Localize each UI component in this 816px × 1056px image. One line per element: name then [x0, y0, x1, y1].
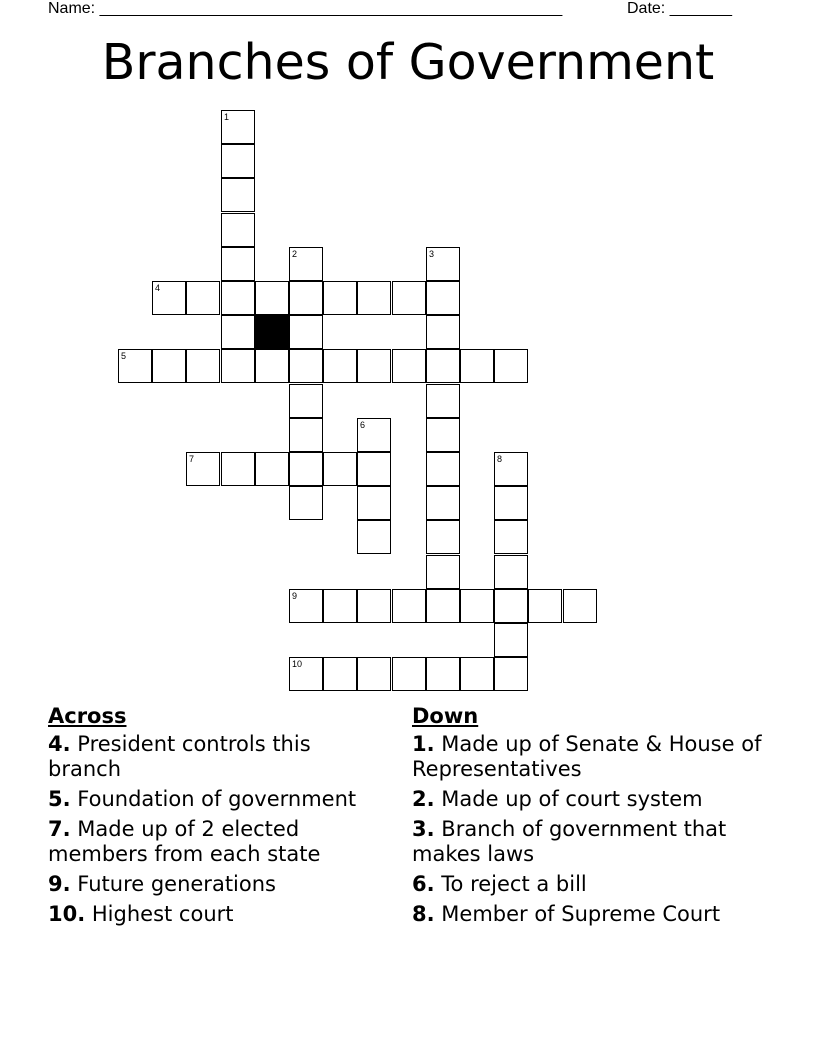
clue-text: Member of Supreme Court: [441, 902, 721, 926]
crossword-cell[interactable]: [460, 589, 494, 623]
crossword-cell[interactable]: [255, 349, 289, 383]
cell-number: 10: [292, 659, 303, 669]
clue-number: 4.: [48, 732, 71, 756]
crossword-cell[interactable]: [221, 349, 255, 383]
crossword-cell[interactable]: [528, 589, 562, 623]
crossword-cell[interactable]: [118, 349, 152, 383]
crossword-cell[interactable]: [289, 349, 323, 383]
crossword-cell[interactable]: [289, 247, 323, 281]
crossword-cell[interactable]: [323, 349, 357, 383]
crossword-cell[interactable]: [392, 589, 426, 623]
clue-text: President controls this branch: [48, 732, 311, 781]
down-clue: [412, 817, 772, 867]
crossword-cell[interactable]: [221, 247, 255, 281]
crossword-block-cell: [255, 315, 289, 349]
crossword-cell[interactable]: [357, 486, 391, 520]
clue-text: Highest court: [91, 902, 234, 926]
down-clue: [412, 732, 772, 782]
crossword-cell[interactable]: [289, 384, 323, 418]
puzzle-title: Branches of Government: [101, 34, 715, 91]
crossword-cell[interactable]: [426, 281, 460, 315]
crossword-cell[interactable]: [289, 589, 323, 623]
crossword-cell[interactable]: [289, 486, 323, 520]
crossword-cell[interactable]: [426, 520, 460, 554]
crossword-cell[interactable]: [494, 486, 528, 520]
across-clue: [48, 872, 388, 897]
crossword-cell[interactable]: [357, 452, 391, 486]
crossword-cell[interactable]: [494, 452, 528, 486]
crossword-cell[interactable]: [186, 281, 220, 315]
clue-number: 5.: [48, 787, 71, 811]
cell-number: 7: [189, 454, 195, 464]
clue-number: 9.: [48, 872, 71, 896]
crossword-cell[interactable]: [426, 589, 460, 623]
down-clue: [412, 787, 772, 812]
clue-number: 7.: [48, 817, 71, 841]
clue-text: Branch of government that makes laws: [412, 817, 727, 866]
crossword-cell[interactable]: [289, 315, 323, 349]
crossword-cell[interactable]: [357, 418, 391, 452]
crossword-cell[interactable]: [494, 349, 528, 383]
crossword-cell[interactable]: [323, 657, 357, 691]
across-clue: [48, 902, 388, 927]
crossword-cell[interactable]: [221, 178, 255, 212]
crossword-cell[interactable]: [357, 589, 391, 623]
crossword-cell[interactable]: [460, 349, 494, 383]
cell-number: 9: [292, 591, 298, 601]
crossword-cell[interactable]: [426, 315, 460, 349]
down-clue: [412, 872, 772, 897]
crossword-cell[interactable]: [255, 281, 289, 315]
crossword-cell[interactable]: [426, 657, 460, 691]
down-heading: Down: [412, 704, 479, 728]
across-clue: [48, 732, 388, 782]
clue-text: To reject a bill: [441, 872, 587, 896]
crossword-cell[interactable]: [563, 589, 597, 623]
crossword-cell[interactable]: [426, 555, 460, 589]
down-clue: [412, 902, 772, 927]
clue-number: 8.: [412, 902, 435, 926]
crossword-cell[interactable]: [186, 349, 220, 383]
crossword-cell[interactable]: [392, 281, 426, 315]
crossword-cell[interactable]: [221, 315, 255, 349]
crossword-cell[interactable]: [426, 452, 460, 486]
crossword-cell[interactable]: [289, 452, 323, 486]
clue-text: Made up of court system: [441, 787, 703, 811]
crossword-cell[interactable]: [494, 520, 528, 554]
clue-text: Made up of Senate & House of Representatives: [412, 732, 762, 781]
across-clue: [48, 787, 388, 812]
clue-number: 1.: [412, 732, 435, 756]
crossword-cell[interactable]: [357, 349, 391, 383]
clue-number: 6.: [412, 872, 435, 896]
cell-number: 8: [497, 454, 503, 464]
crossword-cell[interactable]: [494, 623, 528, 657]
crossword-cell[interactable]: [460, 657, 494, 691]
clue-number: 2.: [412, 787, 435, 811]
crossword-cell[interactable]: [289, 418, 323, 452]
crossword-cell[interactable]: [392, 349, 426, 383]
crossword-cell[interactable]: [255, 452, 289, 486]
crossword-cell[interactable]: [426, 247, 460, 281]
name-field[interactable]: Name: ____________________________________________________: [48, 0, 563, 17]
clue-text: Made up of 2 elected members from each state: [48, 817, 321, 866]
crossword-cell[interactable]: [426, 418, 460, 452]
clue-number: 3.: [412, 817, 435, 841]
crossword-cell[interactable]: [289, 657, 323, 691]
across-clue: [48, 817, 388, 867]
crossword-cell[interactable]: [221, 452, 255, 486]
cell-number: 6: [360, 420, 366, 430]
crossword-cell[interactable]: [494, 589, 528, 623]
date-field[interactable]: Date: _______: [627, 0, 732, 17]
clue-text: Foundation of government: [77, 787, 357, 811]
crossword-cell[interactable]: [357, 281, 391, 315]
crossword-cell[interactable]: [152, 349, 186, 383]
crossword-cell[interactable]: [357, 520, 391, 554]
crossword-cell[interactable]: [186, 452, 220, 486]
crossword-cell[interactable]: [221, 281, 255, 315]
cell-number: 3: [429, 249, 435, 259]
across-heading: Across: [48, 704, 127, 728]
cell-number: 1: [224, 112, 230, 122]
cell-number: 2: [292, 249, 298, 259]
crossword-cell[interactable]: [289, 281, 323, 315]
crossword-cell[interactable]: [494, 555, 528, 589]
crossword-cell[interactable]: [221, 144, 255, 178]
crossword-cell[interactable]: [221, 110, 255, 144]
across-clues: [48, 702, 388, 932]
crossword-cell[interactable]: [221, 213, 255, 247]
clue-text: Future generations: [77, 872, 276, 896]
down-clues: [412, 702, 772, 932]
cell-number: 5: [121, 351, 127, 361]
crossword-cell[interactable]: [323, 452, 357, 486]
crossword-cell[interactable]: [494, 657, 528, 691]
crossword-cell[interactable]: [426, 486, 460, 520]
crossword-cell[interactable]: [152, 281, 186, 315]
clue-number: 10.: [48, 902, 86, 926]
crossword-cell[interactable]: [426, 384, 460, 418]
crossword-cell[interactable]: [323, 281, 357, 315]
crossword-cell[interactable]: [357, 657, 391, 691]
crossword-cell[interactable]: [392, 657, 426, 691]
crossword-cell[interactable]: [323, 589, 357, 623]
crossword-cell[interactable]: [426, 349, 460, 383]
cell-number: 4: [155, 283, 161, 293]
